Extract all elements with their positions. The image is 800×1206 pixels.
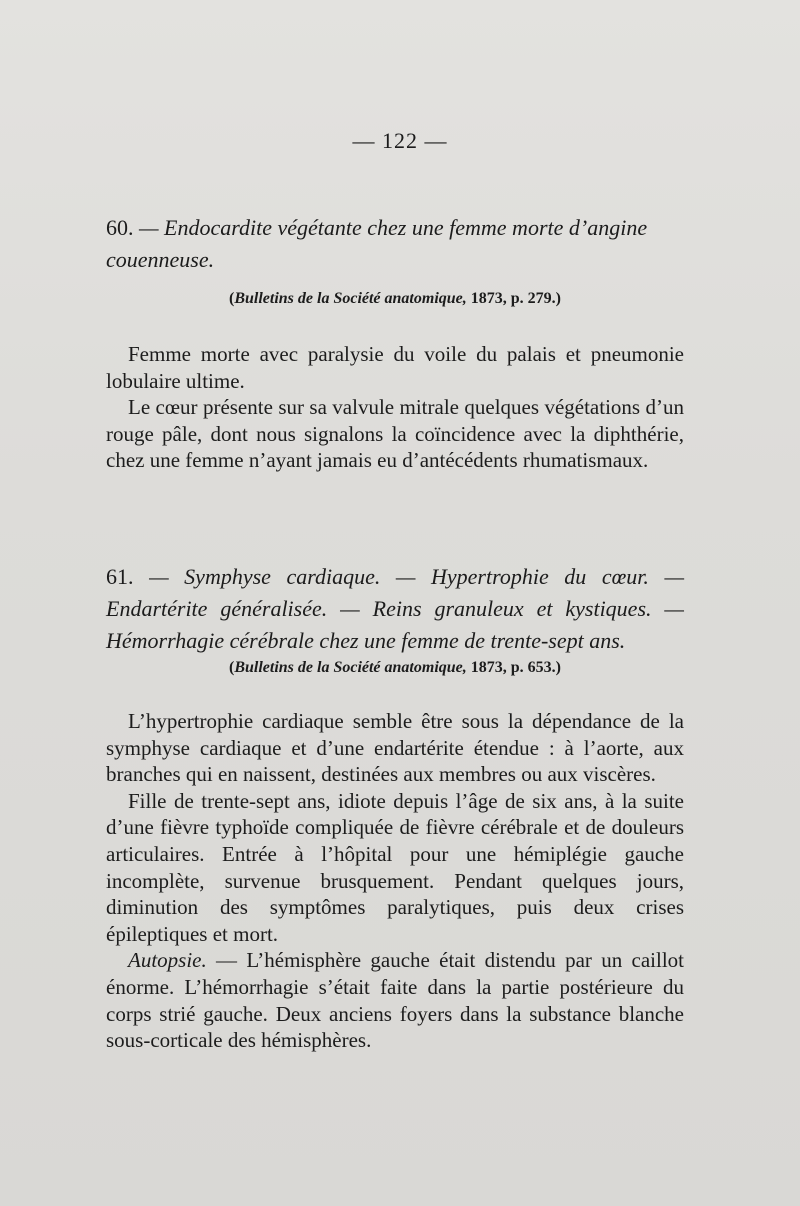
paragraph: Fille de trente-sept ans, idiote depuis l’âge de six ans, à la suite d’une fièvre typhoïde compliquée de fièvre cérébrale et de douleurs articulaires. Entrée à l’hôpital pour une hémiplégie gauche incomplète, survenue brusquement. Pendant quelques jours, diminution des symptômes paralytiques, puis deux crises épileptiques et mort. — [106, 788, 684, 946]
entry-title — [106, 561, 684, 657]
paragraph-lead: Autopsie. — [128, 948, 207, 973]
entry-61-source — [106, 659, 684, 677]
entry-title-text-2: couenneuse. — [106, 247, 215, 272]
paragraph: Femme morte avec paralysie du voile du palais et pneumonie lobulaire ultime. — [106, 342, 684, 393]
entry-title-text: — Symphyse cardiaque. — Hypertrophie du cœur. — Endartérite généralisée. — Reins granuleux et kystiques. — Hémorrhagie cérébrale chez une femme de trente-sept ans. — [106, 564, 685, 653]
paragraph: L’hypertrophie cardiaque semble être sous la dépendance de la symphyse cardiaque et d’une endartérite étendue : à l’aorte, aux branches qui en naissent, destinées aux membres ou aux viscères. — [106, 709, 684, 787]
entry-number: 61. — [106, 564, 134, 589]
entry-61-body — [106, 708, 684, 1054]
source-name: Bulletins de la Société anatomique, — [234, 290, 467, 307]
source-citation: (Bulletins de la Société anatomique, 1873, p. 279.) — [228, 290, 561, 307]
source-ref: 1873, p. 653. — [466, 659, 556, 676]
entry-60 — [106, 212, 684, 308]
entry-number: 60. — [106, 215, 134, 240]
source-ref: 1873, p. 279. — [466, 290, 556, 307]
entry-61 — [106, 561, 684, 657]
paragraph-text: — L’hémisphère gauche était distendu par un caillot énorme. L’hémorrhagie s’était faite dans la partie postérieure du corps strié gauche. Deux anciens foyers dans la substance blanche sous-corticale des hémisphères. — [106, 948, 684, 1053]
paragraph — [106, 947, 684, 1053]
entry-title — [106, 212, 684, 244]
page-number: — 122 — — [352, 128, 448, 153]
entry-60-body — [106, 341, 684, 474]
source-citation: (Bulletins de la Société anatomique, 1873, p. 653.) — [228, 659, 561, 676]
source-name: Bulletins de la Société anatomique, — [234, 659, 467, 676]
entry-title-text: — Endocardite végétante chez une femme morte d’angine — [139, 215, 648, 240]
paragraph: Le cœur présente sur sa valvule mitrale quelques végétations d’un rouge pâle, dont nous signalons la coïncidence avec la diphthérie, chez une femme n’ayant jamais eu d’antécédents rhumatismaux. — [106, 395, 684, 473]
entry-title-continued — [106, 244, 684, 276]
